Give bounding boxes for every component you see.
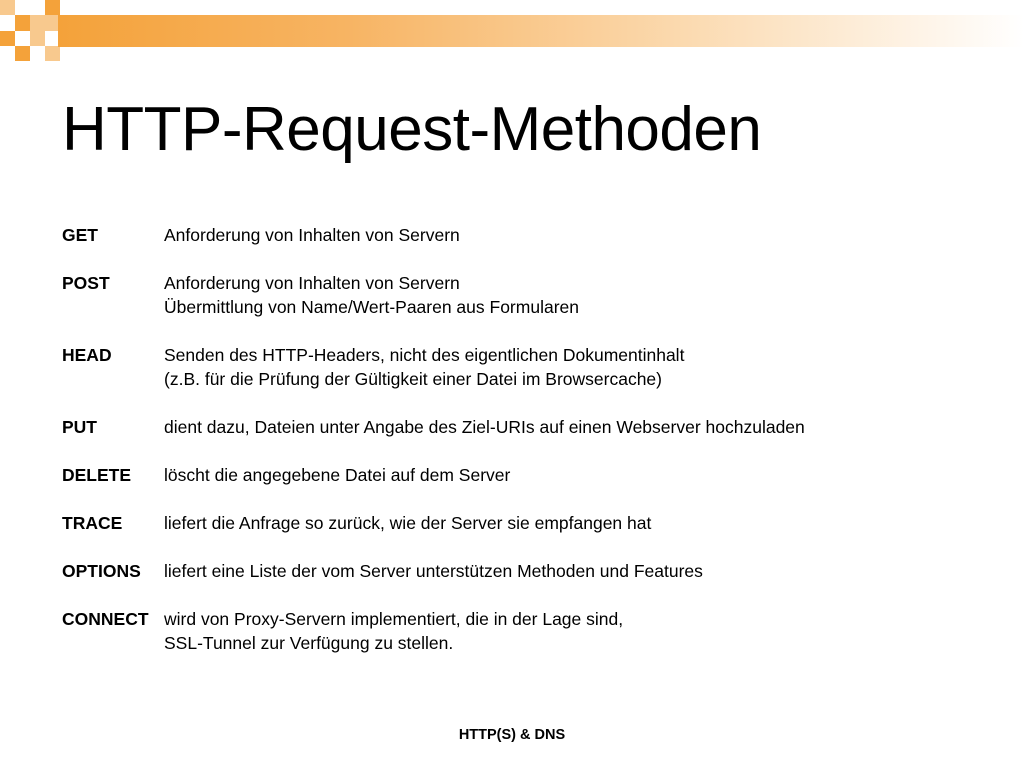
- method-list: [62, 223, 1002, 679]
- deco-square: [15, 15, 30, 31]
- method-description: [164, 559, 1002, 583]
- method-item: [62, 223, 1002, 247]
- deco-square: [45, 46, 60, 61]
- method-description-line: liefert eine Liste der vom Server unterstützen Methoden und Features: [164, 561, 703, 581]
- header-gradient-bar: [58, 15, 1024, 47]
- method-description-line: dient dazu, Dateien unter Angabe des Ziel-URIs auf einen Webserver hochzuladen: [164, 417, 805, 437]
- method-description: [164, 463, 1002, 487]
- method-item: [62, 343, 1002, 391]
- method-name: POST: [62, 273, 110, 293]
- method-item: [62, 559, 1002, 583]
- deco-square: [30, 15, 58, 31]
- method-description: [164, 415, 1002, 439]
- method-item: [62, 415, 1002, 439]
- method-description-line: Anforderung von Inhalten von Servern: [164, 273, 460, 293]
- method-name: CONNECT: [62, 609, 149, 629]
- deco-square: [0, 31, 15, 46]
- method-name: HEAD: [62, 345, 112, 365]
- deco-square: [0, 0, 15, 15]
- method-description: [164, 511, 1002, 535]
- method-item: [62, 511, 1002, 535]
- method-name: OPTIONS: [62, 561, 141, 581]
- method-description: [164, 223, 1002, 247]
- method-description-line: Senden des HTTP-Headers, nicht des eigentlichen Dokumentinhalt: [164, 345, 685, 365]
- method-description-line: SSL-Tunnel zur Verfügung zu stellen.: [164, 633, 454, 653]
- method-description-line: wird von Proxy-Servern implementiert, die in der Lage sind,: [164, 609, 624, 629]
- deco-square: [45, 0, 60, 15]
- method-description: [164, 343, 1002, 391]
- method-description: [164, 607, 1002, 655]
- method-description-line: Übermittlung von Name/Wert-Paaren aus Formularen: [164, 297, 579, 317]
- deco-square: [30, 31, 45, 46]
- method-description-line: (z.B. für die Prüfung der Gültigkeit einer Datei im Browsercache): [164, 369, 662, 389]
- method-name: TRACE: [62, 513, 123, 533]
- method-name: DELETE: [62, 465, 132, 485]
- method-description-line: löscht die angegebene Datei auf dem Server: [164, 465, 511, 485]
- method-name: PUT: [62, 417, 97, 437]
- method-item: [62, 271, 1002, 319]
- slide-title: HTTP-Request-Methoden: [62, 95, 762, 164]
- method-item: [62, 607, 1002, 655]
- method-description-line: Anforderung von Inhalten von Servern: [164, 225, 460, 245]
- deco-square: [15, 46, 30, 61]
- method-description-line: liefert die Anfrage so zurück, wie der Server sie empfangen hat: [164, 513, 652, 533]
- method-description: [164, 271, 1002, 319]
- method-item: [62, 463, 1002, 487]
- slide-footer: HTTP(S) & DNS: [458, 727, 566, 743]
- method-name: GET: [62, 225, 98, 245]
